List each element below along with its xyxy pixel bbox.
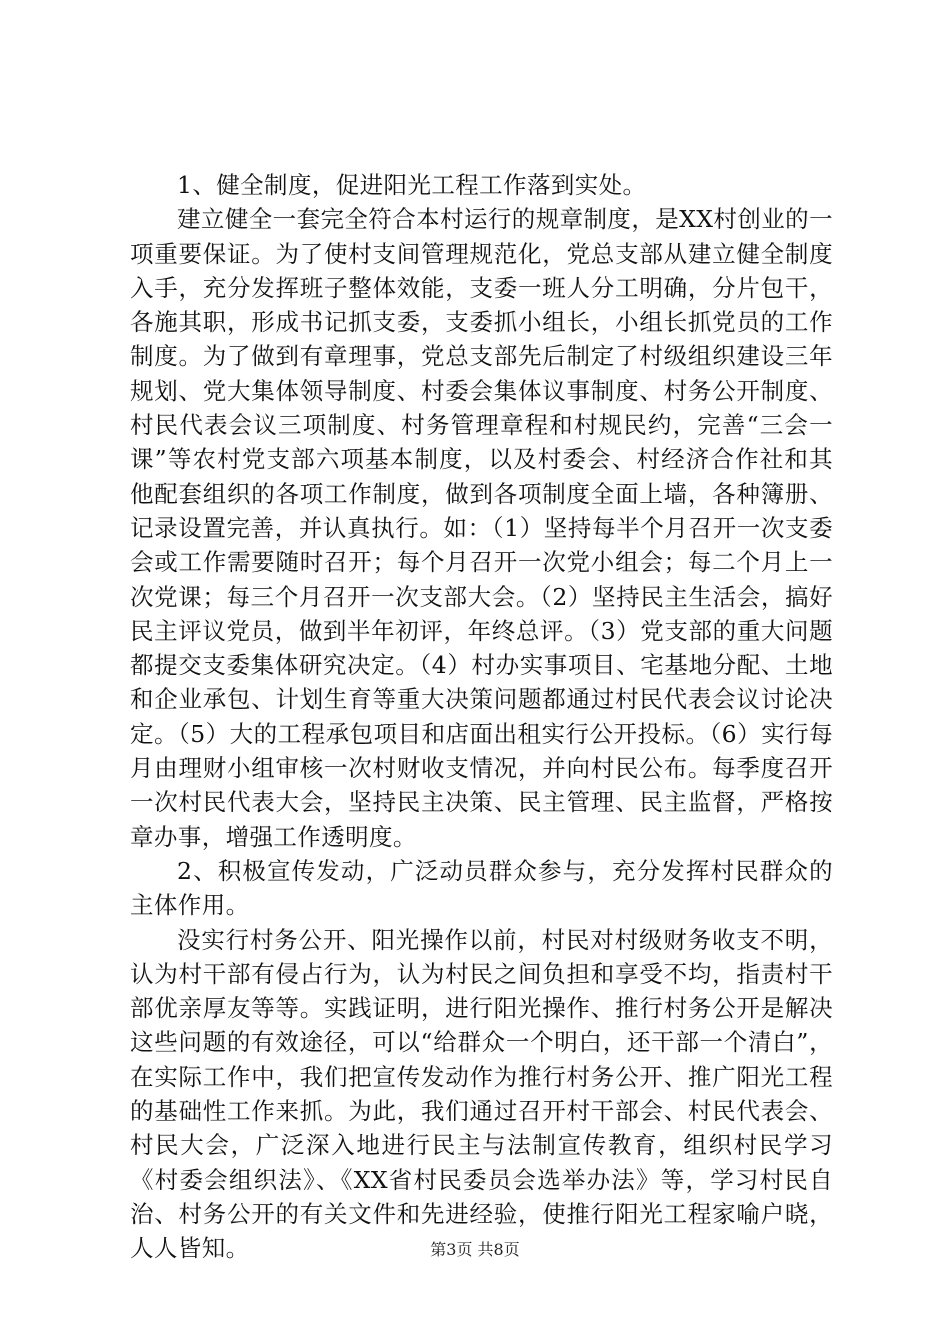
document-body — [130, 168, 833, 1266]
body-paragraph-2: 没实行村务公开、阳光操作以前，村民对村级财务收支不明，认为村干部有侵占行为，认为村民之间负担和享受不均，指责村干部优亲厚友等等。实践证明，进行阳光操作、推行村务公开是解决这些问题的有效途径，可以“给群众一个明白，还干部一个清白”，在实际工作中，我们把宣传发动作为推行村务公开、推广阳光工程的基础性工作来抓。为此，我们通过召开村干部会、村民代表会、村民大会，广泛深入地进行民主与法制宣传教育，组织村民学习《村委会组织法》、《XX省村民委员会选举办法》等，学习村民自治、村务公开的有关文件和先进经验，使推行阳光工程家喻户晓，人人皆知。 — [130, 925, 833, 1263]
section-heading-1: 1、健全制度，促进阳光工程工作落到实处。 — [177, 171, 647, 199]
body-paragraph-1: 建立健全一套完全符合本村运行的规章制度，是XX村创业的一项重要保证。为了使村支间管理规范化，党总支部从建立健全制度入手，充分发挥班子整体效能，支委一班人分工明确，分片包干，各施其职，形成书记抓支委，支委抓小组长，小组长抓党员的工作制度。为了做到有章理事，党总支部先后制定了村级组织建设三年规划、党大集体领导制度、村委会集体议事制度、村务公开制度、村民代表会议三项制度、村务管理章程和村规民约，完善“三会一课”等农村党支部六项基本制度，以及村委会、村经济合作社和其他配套组织的各项工作制度，做到各项制度全面上墙，各种簿册、记录设置完善，并认真执行。如：（1）坚持每半个月召开一次支委会或工作需要随时召开；每个月召开一次党小组会；每二个月上一次党课；每三个月召开一次支部大会。（2）坚持民主生活会，搞好民主评议党员，做到半年初评，年终总评。（3）党支部的重大问题都提交支委集体研究决定。（4）村办实事项目、宅基地分配、土地和企业承包、计划生育等重大决策问题都通过村民代表会议讨论决定。（5）大的工程承包项目和店面出租实行公开投标。（6）实行每月由理财小组审核一次村财收支情况，并向村民公布。每季度召开一次村民代表大会，坚持民主决策、民主管理、民主监督，严格按章办事，增强工作透明度。 — [130, 205, 833, 851]
section-heading-2: 2、积极宣传发动，广泛动员群众参与，充分发挥村民群众的主体作用。 — [130, 856, 833, 920]
page-footer: 第3页 共8页 — [430, 1240, 520, 1259]
